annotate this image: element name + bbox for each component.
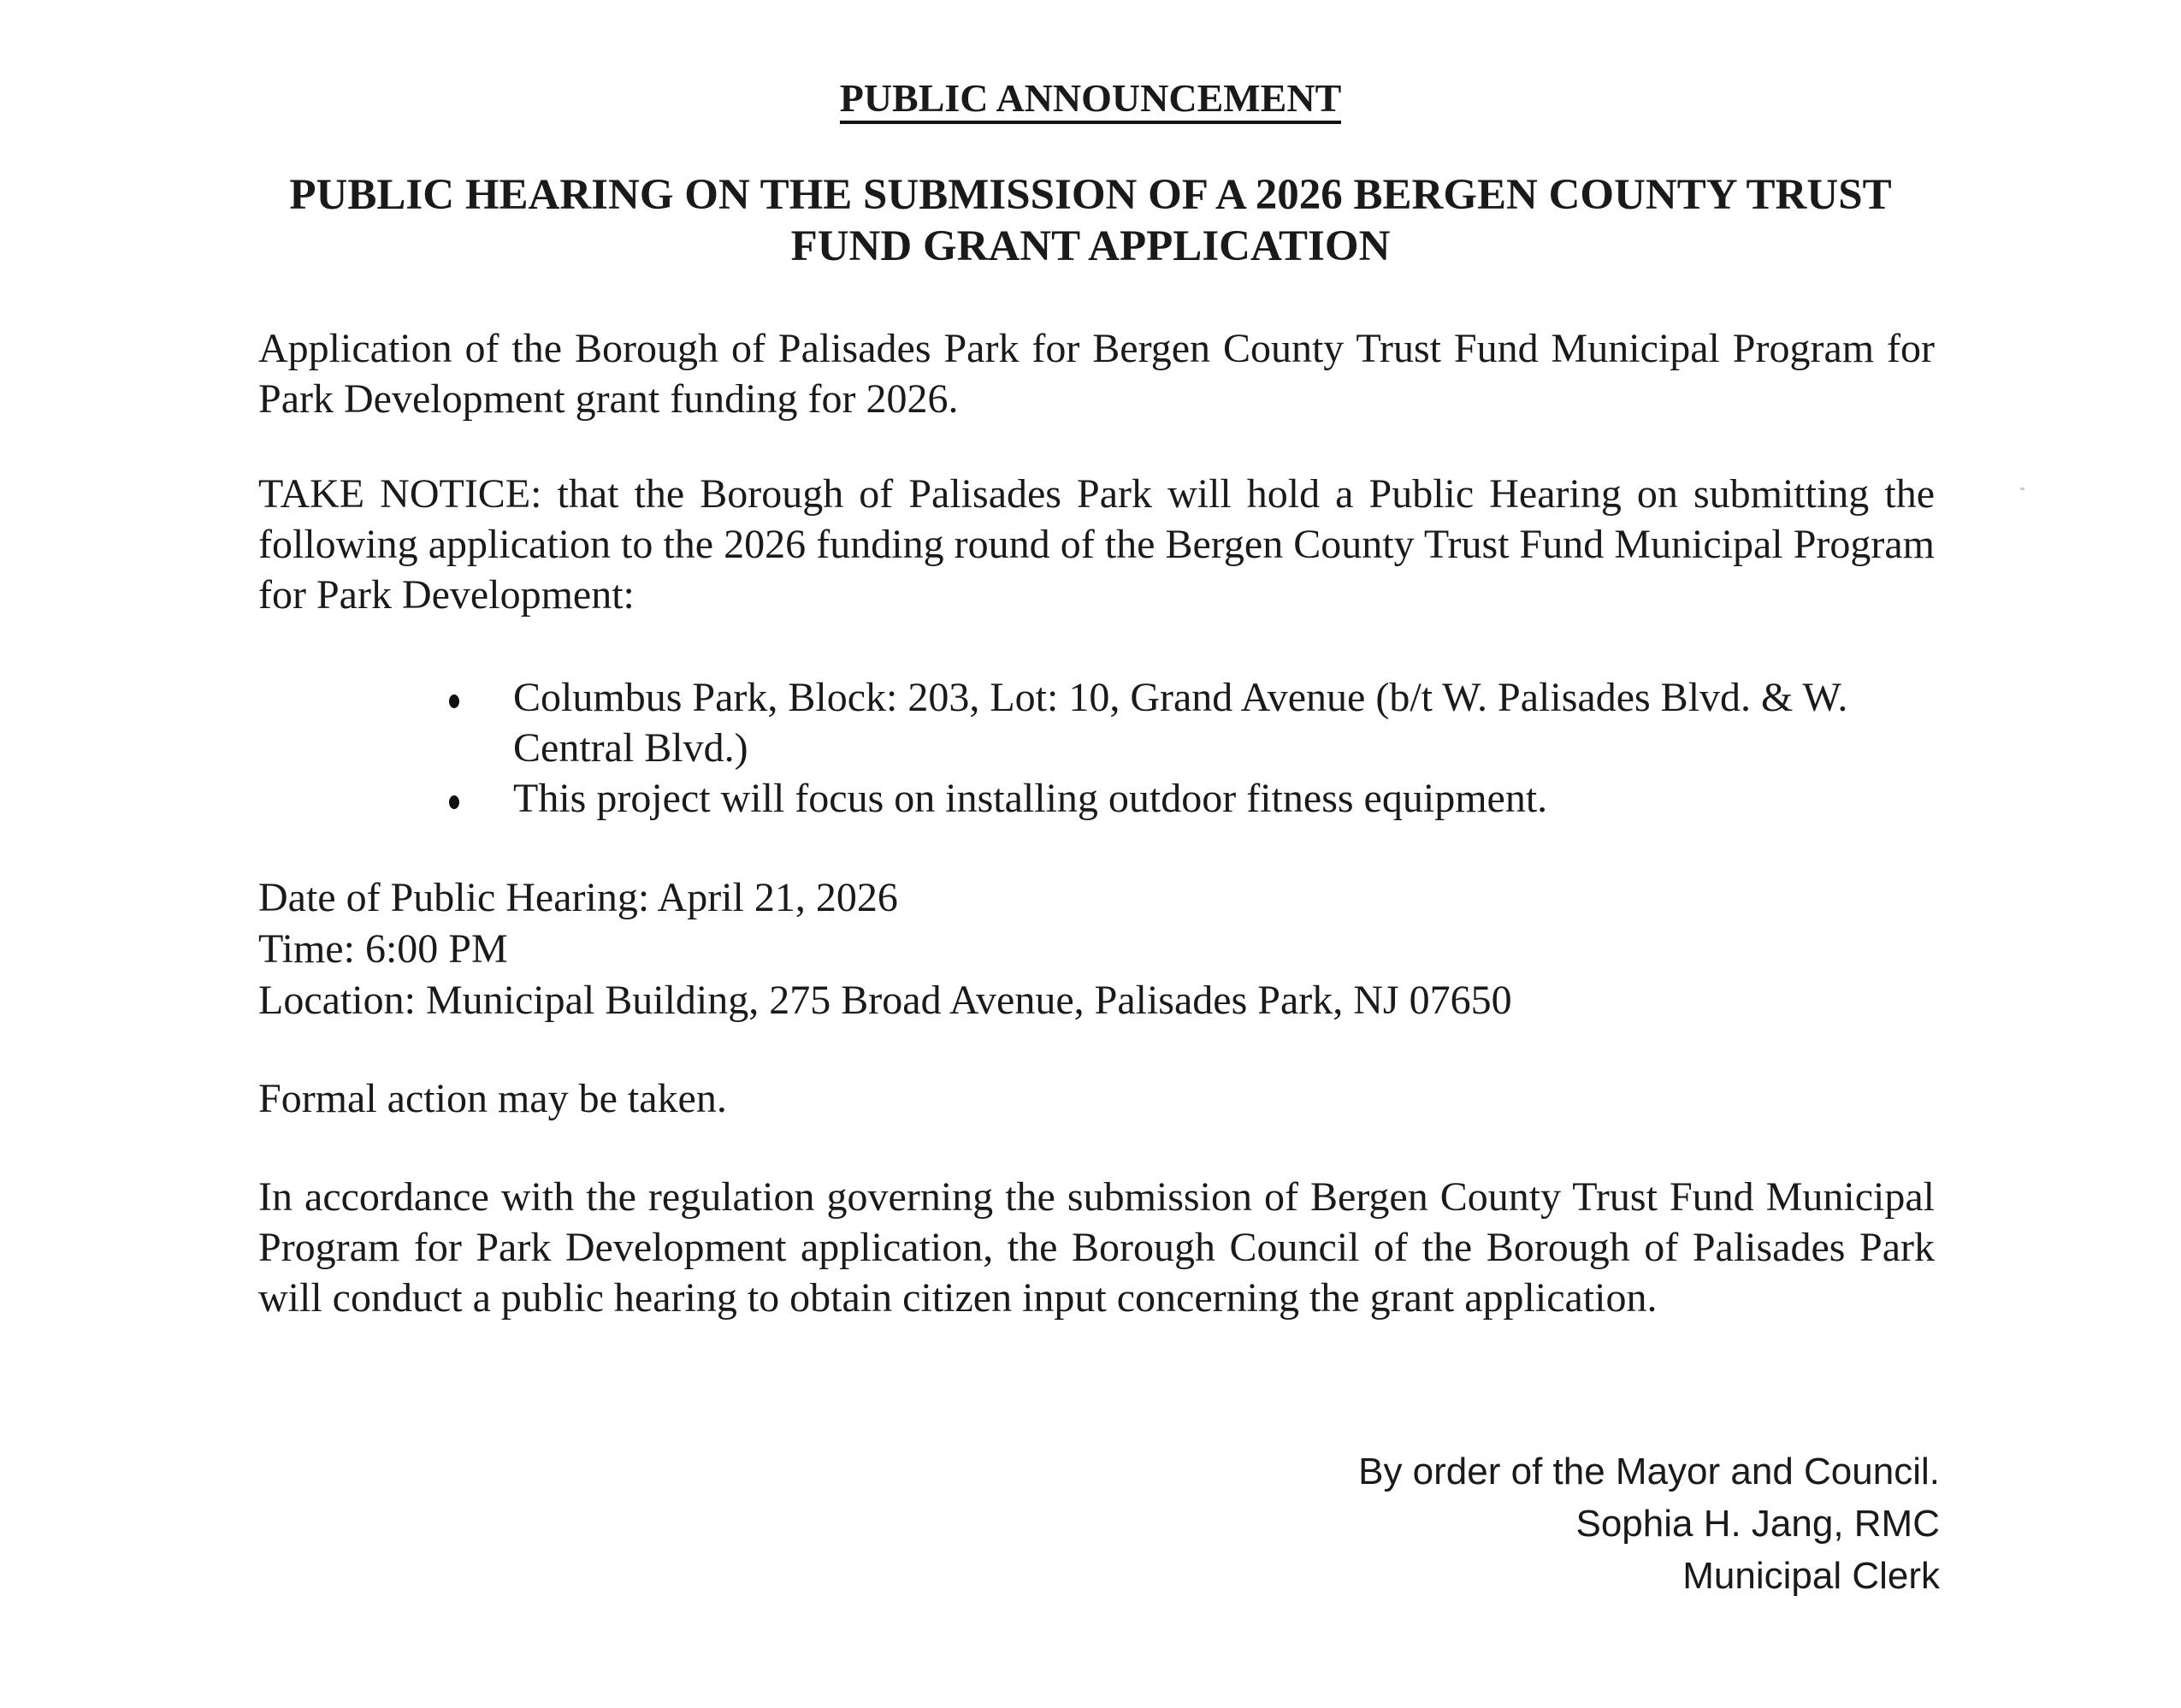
- bullet-text: This project will focus on installing outdoor fitness equipment.: [513, 776, 1548, 821]
- announcement-label: PUBLIC ANNOUNCEMENT: [840, 78, 1342, 124]
- signature-title: Municipal Clerk: [1682, 1555, 1940, 1597]
- bullet-item-project: [449, 773, 1937, 824]
- hearing-title-line-1: PUBLIC HEARING ON THE SUBMISSION OF A 2026 BERGEN COUNTY TRUST: [289, 171, 1892, 219]
- announcement-heading: [0, 75, 2181, 124]
- bullet-item-location: [449, 672, 1937, 773]
- signature-block: [1358, 1445, 1940, 1602]
- bullet-icon: [449, 694, 459, 708]
- bullet-icon: [449, 795, 459, 809]
- bullet-text: Columbus Park, Block: 203, Lot: 10, Grand Avenue (b/t W. Palisades Blvd. & W. Central Blvd.): [513, 675, 1848, 771]
- hearing-title-line-2: FUND GRANT APPLICATION: [790, 222, 1391, 270]
- hearing-date: Date of Public Hearing: April 21, 2026: [258, 875, 898, 920]
- intro-paragraph: Application of the Borough of Palisades Park for Bergen County Trust Fund Municipal Program for Park Development grant funding for 2026.: [258, 326, 1935, 422]
- signature-order-line: By order of the Mayor and Council.: [1358, 1451, 1940, 1492]
- formal-action-note: Formal action may be taken.: [258, 1076, 727, 1121]
- scan-speck: [2020, 488, 2024, 490]
- signature-name: Sophia H. Jang, RMC: [1575, 1503, 1940, 1545]
- regulation-paragraph: In accordance with the regulation governing the submission of Bergen County Trust Fund Municipal Program for Park Development application, the Borough Council of the Borough of Palisades Park will conduct a public hearing to obtain citizen input concerning the grant application.: [258, 1174, 1935, 1321]
- hearing-time: Time: 6:00 PM: [258, 926, 508, 972]
- hearing-details: [258, 872, 1935, 1026]
- hearing-title: [0, 169, 2181, 272]
- project-bullet-list: [449, 672, 1937, 824]
- notice-paragraph: TAKE NOTICE: that the Borough of Palisades Park will hold a Public Hearing on submitting the following application to the 2026 funding round of the Bergen County Trust Fund Municipal Program for Park Development:: [258, 471, 1935, 618]
- hearing-location: Location: Municipal Building, 275 Broad Avenue, Palisades Park, NJ 07650: [258, 978, 1512, 1023]
